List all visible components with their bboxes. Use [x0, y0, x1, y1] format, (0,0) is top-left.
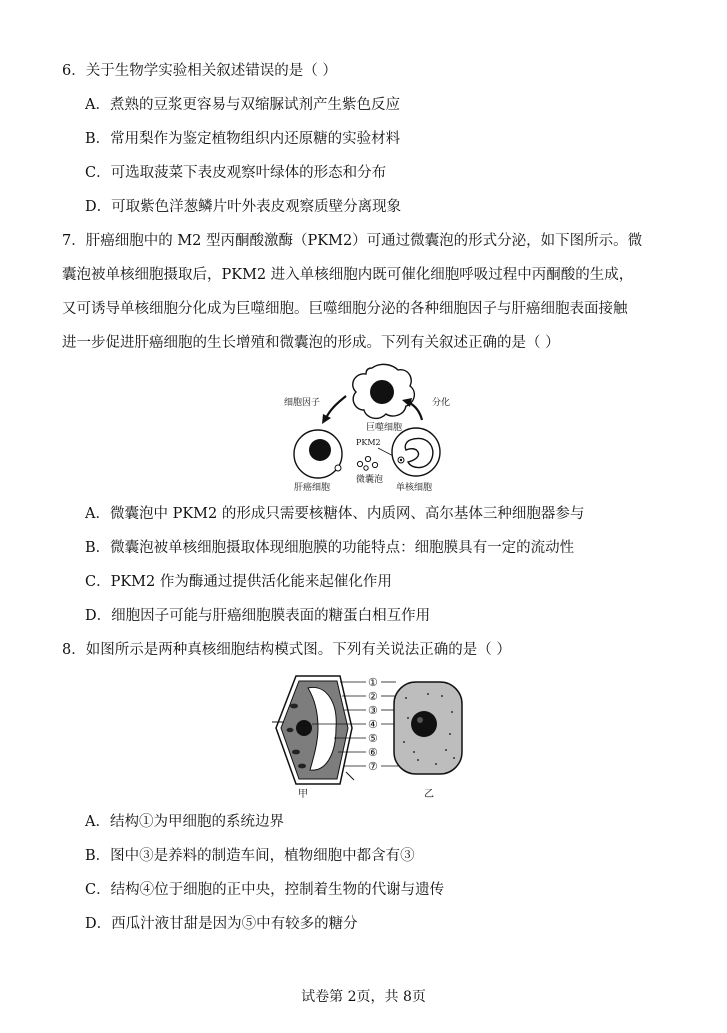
- marker-1: ①: [368, 676, 378, 689]
- q8-option-b: B．图中③是养料的制造车间，植物细胞中都含有③: [85, 848, 415, 864]
- macrophage-nucleus: [370, 380, 394, 404]
- q7-figure: [280, 360, 460, 495]
- macrophage-label: 巨噬细胞: [366, 423, 403, 433]
- q8-option-a: A．结构①为甲细胞的系统边界: [85, 814, 284, 830]
- q6-option-a: A．煮熟的豆浆更容易与双缩脲试剂产生紫色反应: [85, 97, 400, 113]
- marker-5: ⑤: [368, 732, 378, 745]
- cytokine-arrow: [326, 396, 346, 418]
- q6-stem: 6．关于生物学实验相关叙述错误的是（ ）: [62, 63, 337, 79]
- q7-option-a: A．微囊泡中 PKM2 的形成只需要核糖体、内质网、高尔基体三种细胞器参与: [85, 506, 585, 522]
- q8-option-c: C．结构④位于细胞的正中央，控制着生物的代谢与遗传: [85, 882, 445, 898]
- marker-7: ⑦: [368, 760, 378, 773]
- plant-nucleus: [296, 720, 312, 736]
- liver-cancer-nucleus: [309, 439, 331, 461]
- marker-2: ②: [368, 690, 378, 703]
- cytokine-label: 细胞因子: [284, 398, 321, 408]
- q7-option-c: C．PKM2 作为酶通过提供活化能来起催化作用: [85, 574, 392, 590]
- q7-stem-line-1: 7．肝癌细胞中的 M2 型丙酮酸激酶（PKM2）可通过微囊泡的形式分泌，如下图所示。微: [62, 233, 643, 249]
- page-footer: 试卷第 2页，共 8页: [301, 989, 426, 1005]
- label-yi: 乙: [424, 789, 434, 800]
- microvesicle-label: 微囊泡: [356, 475, 384, 485]
- marker-6: ⑥: [368, 746, 378, 759]
- pkm2-label: PKM2: [356, 438, 381, 447]
- marker-4: ④: [368, 718, 378, 731]
- q8-stem: 8．如图所示是两种真核细胞结构模式图。下列有关说法正确的是（ ）: [62, 642, 511, 658]
- q6-option-b: B．常用梨作为鉴定植物组织内还原糖的实验材料: [85, 131, 401, 147]
- q7-stem-line-4: 进一步促进肝癌细胞的生长增殖和微囊泡的形成。下列有关叙述正确的是（ ）: [62, 335, 560, 351]
- monocyte-label: 单核细胞: [396, 483, 433, 493]
- q8-option-d: D．西瓜汁液甘甜是因为⑤中有较多的糖分: [85, 916, 358, 932]
- q7-option-d: D．细胞因子可能与肝癌细胞膜表面的糖蛋白相互作用: [85, 608, 431, 624]
- label-jia: 甲: [298, 789, 308, 800]
- marker-3: ③: [368, 704, 378, 717]
- liver-cancer-label: 肝癌细胞: [294, 483, 331, 493]
- differentiate-label: 分化: [432, 398, 451, 408]
- q6-option-c: C．可选取菠菜下表皮观察叶绿体的形态和分布: [85, 165, 387, 181]
- q6-option-d: D．可取紫色洋葱鳞片叶外表皮观察质壁分离现象: [85, 199, 402, 215]
- animal-nucleus: [411, 711, 437, 737]
- q8-figure: [268, 672, 473, 802]
- q7-stem-line-3: 又可诱导单核细胞分化成为巨噬细胞。巨噬细胞分泌的各种细胞因子与肝癌细胞表面接触: [62, 301, 628, 317]
- q7-stem-line-2: 囊泡被单核细胞摄取后，PKM2 进入单核细胞内既可催化细胞呼吸过程中丙酮酸的生成，: [62, 267, 634, 283]
- q7-option-b: B．微囊泡被单核细胞摄取体现细胞膜的功能特点：细胞膜具有一定的流动性: [85, 540, 575, 556]
